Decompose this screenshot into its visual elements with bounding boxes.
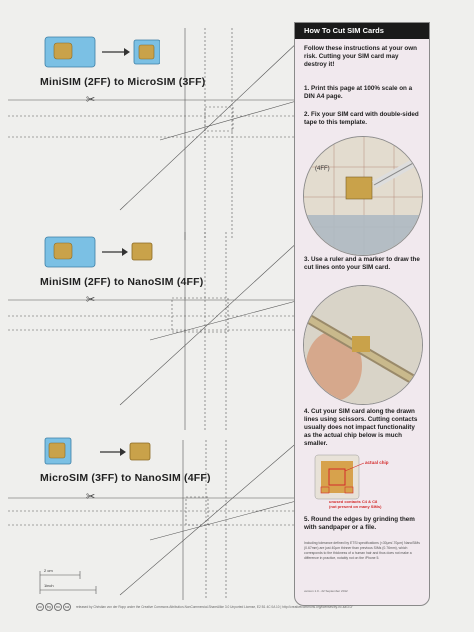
step-2: 2. Fix your SIM card with double-sided tape to this template. [304, 111, 419, 126]
actual-chip-label: actual chip [365, 460, 389, 465]
intro-text: Follow these instructions at your own risk. Cutting your SIM card may destroy it! [304, 45, 418, 68]
nanosim-icon [132, 243, 152, 260]
instructions-panel [294, 22, 430, 606]
step-1: 1. Print this page at 100% scale on a DIN A4 page. [304, 85, 413, 100]
scale-label-inch: 1inch [44, 583, 54, 588]
step-4: 4. Cut your SIM card along the drawn lines using scissors. Cutting contacts usually does not impact functionality as the actual chip below is much smaller. [304, 408, 418, 447]
sa-icon: sa [64, 604, 70, 609]
diagonal-guide [150, 500, 300, 540]
version-text: version 1.0 - 22 September 2012 [304, 589, 348, 593]
step-5: 5. Round the edges by grinding them with sandpaper or a file. [304, 516, 415, 531]
by-icon: by [46, 604, 52, 609]
nc-icon: nc [55, 604, 61, 609]
section-title: MiniSIM (2FF) to MicroSIM (3FF) [40, 76, 206, 88]
sim-illustration-3 [44, 436, 160, 468]
chip-icon [139, 45, 154, 59]
license-text: released by Christian von der Ropp under the Creative Commons Attribution-NonCommercial-ShareAlike 3.0 Unported License, E2 B1 4C 0A 10 | http://creativecommons.org/licenses/by-nc-sa/3.0/ [76, 605, 353, 609]
chip-icon [54, 43, 72, 59]
sim-illustration-1 [44, 36, 160, 68]
chip-icon [49, 443, 65, 458]
diagonal-guide [150, 300, 300, 340]
chip-icon [54, 243, 72, 259]
scissors-icon: ✂ [86, 294, 96, 306]
scissors-icon: ✂ [86, 491, 96, 503]
not-present-label: (not present on many SIMs) [329, 504, 382, 509]
cc-icon: cc [38, 604, 42, 609]
unused-contacts-label: unused contacts C4 & C8 [329, 499, 378, 504]
photo-label-4ff: (4FF) [315, 166, 330, 172]
scale-label-cm: 2 cm [44, 568, 53, 573]
nanosim-icon [130, 443, 150, 460]
panel-title: How To Cut SIM Cards [295, 23, 429, 39]
footnote: Including tolerance defined by ETSI specifications (<30µm/-70µm) NanoSIMs (0.67mm) are just 40µm thinner than previous SIMs (0.76mm), which corresponds to the thickness of a human hair and thus does not make a difference in practice, notably not on the iPhone 5. [304, 541, 420, 560]
sim-outline [205, 107, 233, 131]
photo-template-taped [303, 136, 423, 256]
sim-illustration-2 [44, 236, 160, 268]
scissors-icon: ✂ [86, 94, 96, 106]
photo-drawing-lines [303, 285, 423, 405]
section-title: MiniSIM (2FF) to NanoSIM (4FF) [40, 276, 204, 288]
section-title: MicroSIM (3FF) to NanoSIM (4FF) [40, 472, 211, 484]
step-3: 3. Use a ruler and a marker to draw the cut lines onto your SIM card. [304, 256, 420, 271]
